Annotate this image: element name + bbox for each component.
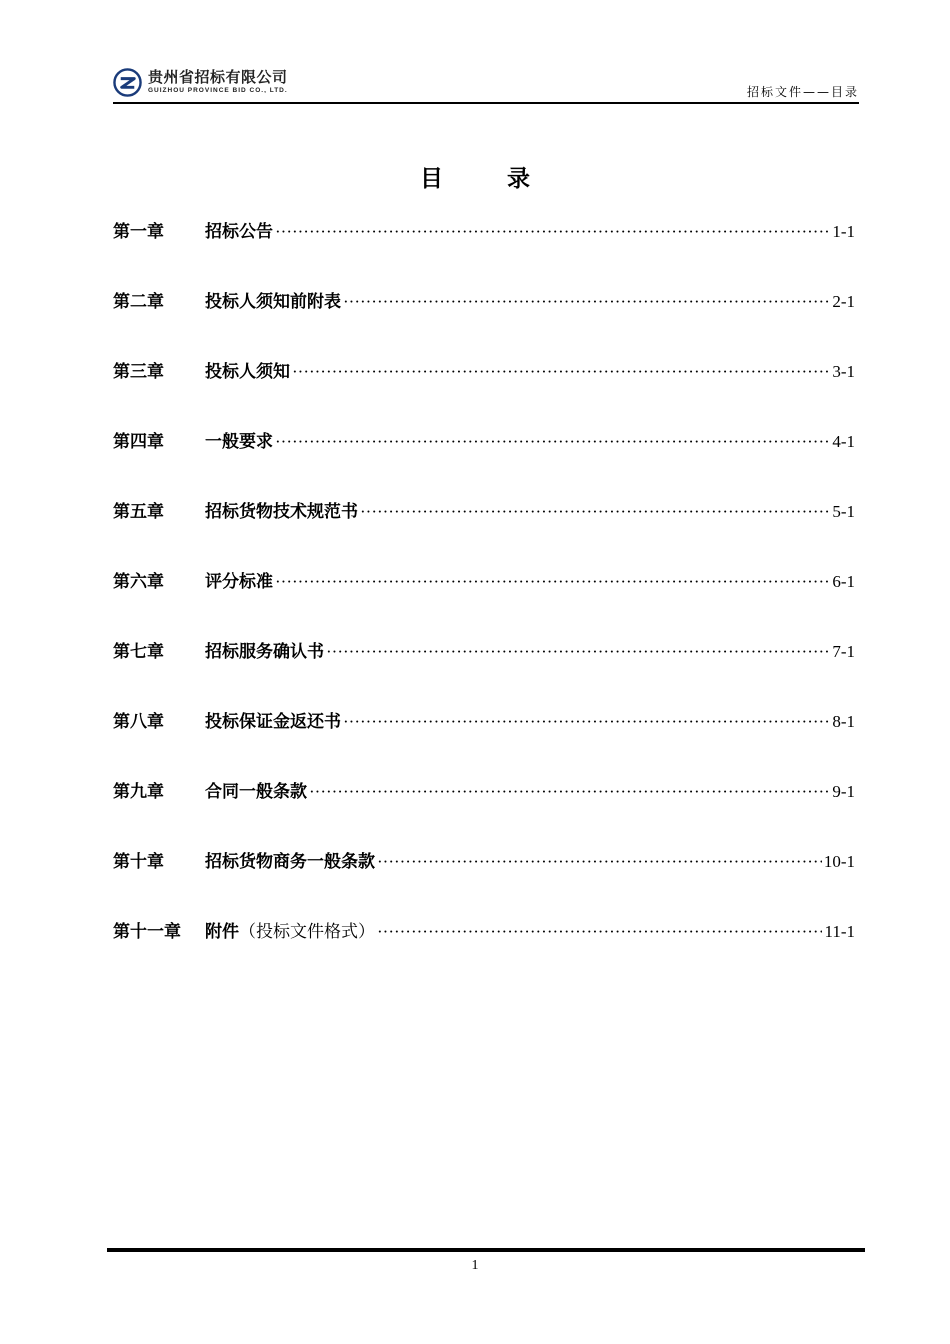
toc-entry[interactable] xyxy=(113,707,855,777)
toc-entry[interactable] xyxy=(113,917,855,987)
toc-chapter-title: 招标公告 xyxy=(205,222,273,242)
toc-page-number: 3-1 xyxy=(832,362,855,381)
toc-chapter-title: 招标服务确认书 xyxy=(205,642,324,662)
table-of-contents xyxy=(113,217,855,987)
company-logo xyxy=(113,68,288,100)
toc-page-number: 5-1 xyxy=(832,502,855,521)
toc-page-number: 1-1 xyxy=(832,222,855,241)
toc-dot-leader xyxy=(309,777,830,807)
toc-entry[interactable] xyxy=(113,427,855,497)
company-name-cn: 贵州省招标有限公司 xyxy=(148,68,288,86)
company-logo-icon xyxy=(113,68,142,97)
toc-dot-leader xyxy=(292,357,830,387)
toc-page-number: 4-1 xyxy=(832,432,855,451)
toc-chapter-number: 第四章 xyxy=(113,432,164,452)
toc-page-number: 2-1 xyxy=(832,292,855,311)
toc-dot-leader xyxy=(275,427,830,457)
footer-divider xyxy=(107,1248,865,1252)
toc-dot-leader xyxy=(377,917,822,947)
toc-dot-leader xyxy=(326,637,830,667)
toc-entry[interactable] xyxy=(113,567,855,637)
toc-chapter-number: 第十一章 xyxy=(113,922,181,942)
toc-dot-leader xyxy=(360,497,830,527)
toc-chapter-title: 招标货物商务一般条款 xyxy=(205,852,375,872)
toc-entry[interactable] xyxy=(113,777,855,847)
toc-chapter-number: 第十章 xyxy=(113,852,164,872)
toc-page-number: 6-1 xyxy=(832,572,855,591)
toc-page-number: 11-1 xyxy=(824,922,855,941)
page-number: 1 xyxy=(471,1258,479,1273)
toc-dot-leader xyxy=(343,707,830,737)
toc-chapter-number: 第二章 xyxy=(113,292,164,312)
toc-chapter-subtitle: （投标文件格式） xyxy=(239,922,375,942)
toc-dot-leader xyxy=(275,217,830,247)
toc-chapter-title: 合同一般条款 xyxy=(205,782,307,802)
toc-chapter-number: 第七章 xyxy=(113,642,164,662)
page-header xyxy=(113,66,859,104)
toc-chapter-number: 第一章 xyxy=(113,222,164,242)
toc-chapter-number: 第六章 xyxy=(113,572,164,592)
toc-entry[interactable] xyxy=(113,497,855,567)
company-name-en: GUIZHOU PROVINCE BID CO., LTD. xyxy=(148,87,288,94)
toc-chapter-title: 投标保证金返还书 xyxy=(205,712,341,732)
header-section-label: 招标文件——目录 xyxy=(746,85,859,99)
toc-chapter-title: 评分标准 xyxy=(205,572,273,592)
toc-dot-leader xyxy=(343,287,830,317)
toc-entry[interactable] xyxy=(113,357,855,427)
toc-chapter-title: 投标人须知 xyxy=(205,362,290,382)
toc-chapter-title: 投标人须知前附表 xyxy=(205,292,341,312)
toc-chapter-title: 附件 xyxy=(205,922,239,942)
toc-page-number: 9-1 xyxy=(832,782,855,801)
toc-chapter-number: 第三章 xyxy=(113,362,164,382)
toc-page-number: 10-1 xyxy=(823,852,855,871)
toc-chapter-number: 第八章 xyxy=(113,712,164,732)
toc-entry[interactable] xyxy=(113,637,855,707)
toc-dot-leader xyxy=(377,847,822,877)
toc-chapter-number: 第九章 xyxy=(113,782,164,802)
toc-page-number: 7-1 xyxy=(832,642,855,661)
toc-page-number: 8-1 xyxy=(832,712,855,731)
toc-entry[interactable] xyxy=(113,217,855,287)
toc-entry[interactable] xyxy=(113,287,855,357)
toc-chapter-number: 第五章 xyxy=(113,502,164,522)
toc-title: 目 录 xyxy=(419,166,558,192)
toc-entry[interactable] xyxy=(113,847,855,917)
toc-chapter-title: 一般要求 xyxy=(205,432,273,452)
toc-chapter-title: 招标货物技术规范书 xyxy=(205,502,358,522)
toc-dot-leader xyxy=(275,567,830,597)
